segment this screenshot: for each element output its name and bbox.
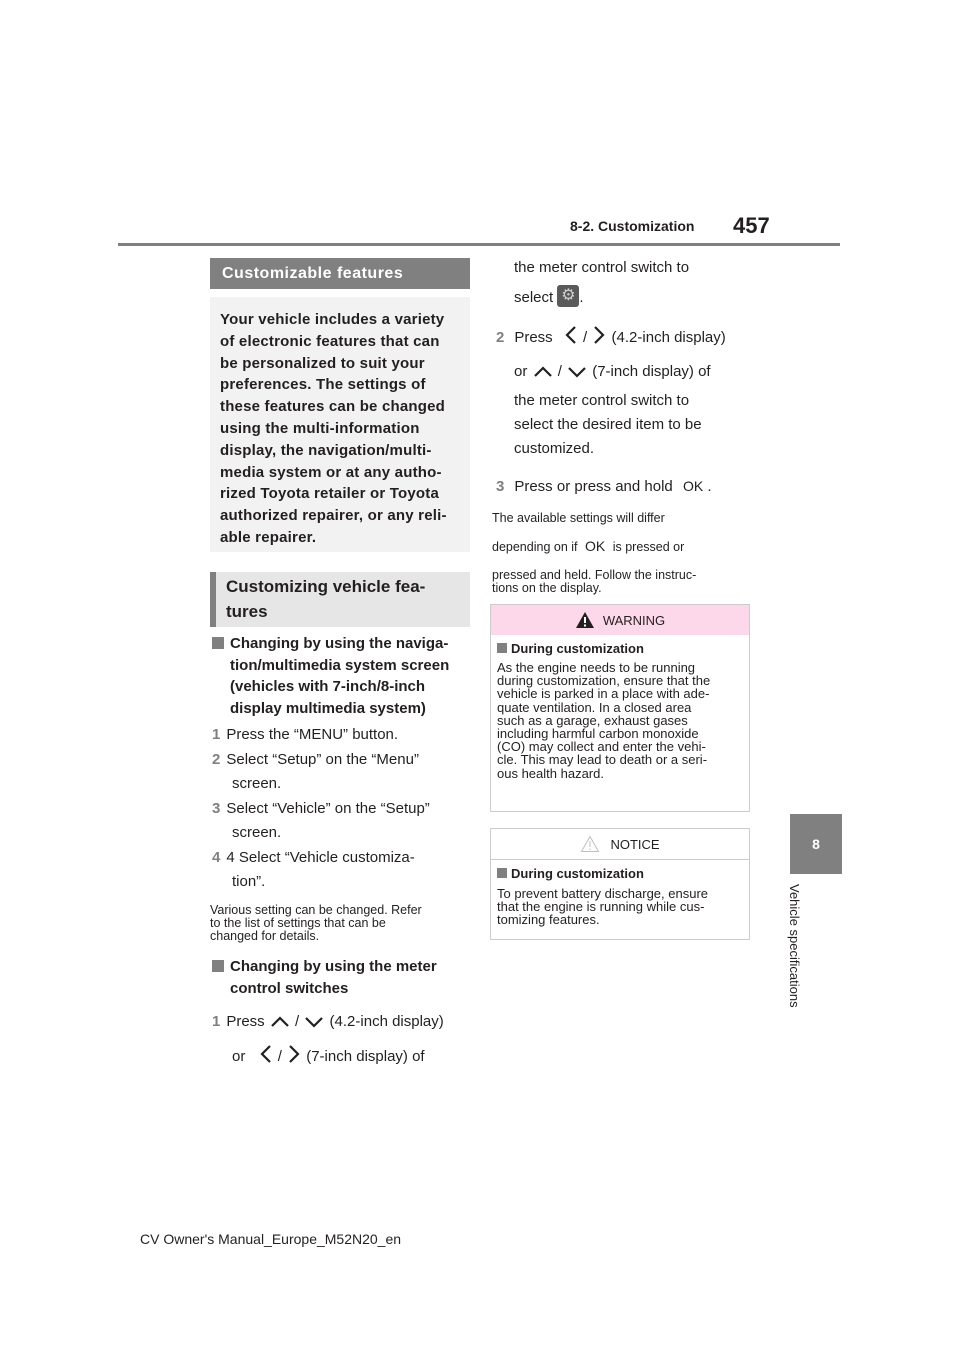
- step-item: [212, 723, 470, 747]
- intro-line: display, the navigation/multi-: [220, 441, 432, 459]
- subheading-line: tion/multimedia system screen: [230, 656, 450, 674]
- chevron-down-icon: [566, 365, 588, 379]
- step-item: [212, 846, 470, 894]
- step-meter-1: [212, 1010, 472, 1069]
- heading-customizing-vehicle-features: [210, 572, 470, 627]
- step-text: Press: [514, 329, 553, 346]
- step-text: or: [232, 1048, 246, 1065]
- chevron-up-icon: [269, 1015, 291, 1029]
- caution-triangle-outline-icon: [580, 835, 600, 853]
- step-number: 1: [212, 1013, 221, 1030]
- intro-line: be personalized to suit your: [220, 354, 425, 372]
- step-text: Select “Setup” on the “Menu”: [226, 751, 419, 768]
- subheading-line: Changing by using the naviga-: [230, 635, 449, 652]
- step-text: tion”.: [232, 873, 266, 890]
- subheading-line: display multimedia system): [230, 699, 426, 717]
- step-text: select: [514, 289, 554, 306]
- heading-customizable-features: Customizable features: [210, 258, 470, 289]
- warning-line: including harmful carbon monoxide: [497, 726, 699, 742]
- step-meter-2: [496, 325, 754, 461]
- notice-title: NOTICE: [610, 836, 660, 852]
- warning-line: ous health hazard.: [497, 765, 604, 781]
- intro-box: [210, 297, 470, 552]
- footer-manual-id: CV Owner's Manual_Europe_M52N20_en: [140, 1231, 402, 1247]
- chevron-up-icon: [532, 365, 554, 379]
- step-text: Select “Vehicle” on the “Setup”: [226, 800, 430, 817]
- chapter-tab: [790, 814, 842, 874]
- intro-line: authorized repairer, or any reli-: [220, 507, 447, 525]
- subheading-meter-switches: [212, 956, 472, 999]
- square-bullet-icon: [497, 868, 507, 878]
- step-number: 3: [496, 478, 505, 495]
- note-line: changed for details.: [210, 929, 320, 943]
- intro-line: using the multi-information: [220, 419, 420, 437]
- notice-header: [491, 829, 749, 860]
- warning-line: cle. This may lead to death or a seri-: [497, 752, 708, 768]
- chevron-right-icon: [591, 325, 607, 345]
- step-text: or: [514, 363, 528, 380]
- intro-line: media system or at any autho-: [220, 463, 442, 481]
- step-text: (7-inch display) of: [306, 1048, 425, 1065]
- step-number: 2: [496, 329, 505, 346]
- slash-text: /: [557, 363, 562, 380]
- step-text: (4.2-inch display): [329, 1013, 444, 1030]
- warning-line: during customization, ensure that the: [497, 673, 711, 689]
- step-text: the meter control switch to: [514, 259, 690, 276]
- step-text: the meter control switch to: [514, 392, 690, 409]
- step-text: select the desired item to be: [514, 416, 702, 433]
- step-number: 1: [212, 726, 221, 743]
- warning-text: [491, 661, 749, 780]
- subheading-line: Changing by using the meter: [230, 958, 437, 975]
- note-line: to the list of settings that can be: [210, 916, 386, 930]
- notice-line: tomizing features.: [497, 912, 600, 928]
- slash-text: /: [277, 1048, 282, 1065]
- step-number: 3: [212, 800, 221, 817]
- note-line: depending on if: [492, 540, 578, 554]
- subheading-line: control switches: [230, 979, 349, 997]
- square-bullet-icon: [497, 643, 507, 653]
- note-line: Various setting can be changed. Refer: [210, 903, 422, 917]
- chapter-number: 8: [812, 836, 820, 852]
- chevron-left-icon: [258, 1044, 274, 1064]
- warning-triangle-icon: [575, 611, 595, 629]
- intro-line: these features can be changed: [220, 398, 446, 416]
- step-text: Press or press and hold: [514, 478, 673, 495]
- warning-box: [490, 604, 750, 812]
- chapter-label-text: Vehicle specifications: [787, 884, 802, 1008]
- chevron-down-icon: [303, 1015, 325, 1029]
- intro-line: able repairer.: [220, 528, 317, 546]
- warning-line: such as a garage, exhaust gases: [497, 712, 688, 728]
- step-item: [212, 797, 470, 845]
- ok-button-icon: OK: [682, 478, 704, 494]
- intro-line: preferences. The settings of: [220, 376, 426, 394]
- chevron-left-icon: [563, 325, 579, 345]
- step-number: 4: [212, 849, 221, 866]
- warning-subheading: During customization: [511, 641, 644, 656]
- intro-line: Your vehicle includes a variety: [220, 311, 445, 328]
- note-line: is pressed or: [612, 540, 685, 554]
- step-text: Press the “MENU” button.: [226, 726, 399, 743]
- step-meter-1-continued: [514, 256, 754, 310]
- heading-line: Customizing vehicle fea-: [226, 577, 426, 596]
- slash-text: /: [295, 1013, 300, 1030]
- square-bullet-icon: [212, 637, 224, 649]
- square-bullet-icon: [212, 960, 224, 972]
- chapter-label: [784, 884, 804, 1034]
- step-number: 2: [212, 751, 221, 768]
- step-meter-3: [496, 474, 754, 499]
- header-rule: [118, 243, 840, 246]
- warning-line: As the engine needs to be running: [497, 660, 696, 675]
- note-line: The available settings will differ: [492, 511, 665, 525]
- note-line: pressed and held. Follow the instruc-: [492, 568, 697, 582]
- notice-line: that the engine is running while cus-: [497, 899, 705, 915]
- notice-box: [490, 828, 750, 940]
- step-text: customized.: [514, 440, 595, 457]
- step-text: screen.: [232, 824, 282, 841]
- warning-title: WARNING: [602, 612, 666, 628]
- notice-subheading: During customization: [511, 866, 644, 881]
- notice-line: To prevent battery discharge, ensure: [497, 886, 709, 901]
- note-line: tions on the display.: [492, 581, 602, 595]
- warning-header: [491, 605, 749, 635]
- steps-navigation: [212, 723, 470, 894]
- note-available-settings: [492, 512, 754, 595]
- warning-line: (CO) may collect and enter the vehi-: [497, 739, 706, 755]
- warning-line: vehicle is parked in a place with ade-: [497, 686, 710, 702]
- note-various-settings: [210, 904, 472, 943]
- slash-text: /: [583, 329, 588, 346]
- chevron-right-icon: [286, 1044, 302, 1064]
- subheading-navigation-system: [212, 633, 472, 719]
- warning-line: quate ventilation. In a closed area: [497, 699, 692, 715]
- settings-gear-icon: [557, 285, 579, 307]
- notice-text: [491, 887, 749, 927]
- ok-button-icon: OK: [584, 538, 606, 554]
- step-text: (7-inch display) of: [592, 363, 711, 380]
- step-text: .: [707, 478, 712, 495]
- step-text: .: [579, 289, 584, 306]
- intro-line: rized Toyota retailer or Toyota: [220, 485, 440, 503]
- intro-line: of electronic features that can: [220, 332, 440, 350]
- step-text: 4 Select “Vehicle customiza-: [226, 849, 415, 866]
- step-text: Press: [226, 1013, 265, 1030]
- page-number: 457: [733, 213, 770, 238]
- heading-line: tures: [226, 602, 268, 621]
- step-item: [212, 748, 470, 796]
- step-text: screen.: [232, 775, 282, 792]
- section-title: 8-2. Customization: [570, 218, 695, 234]
- step-text: (4.2-inch display): [611, 329, 726, 346]
- subheading-line: (vehicles with 7-inch/8-inch: [230, 678, 426, 695]
